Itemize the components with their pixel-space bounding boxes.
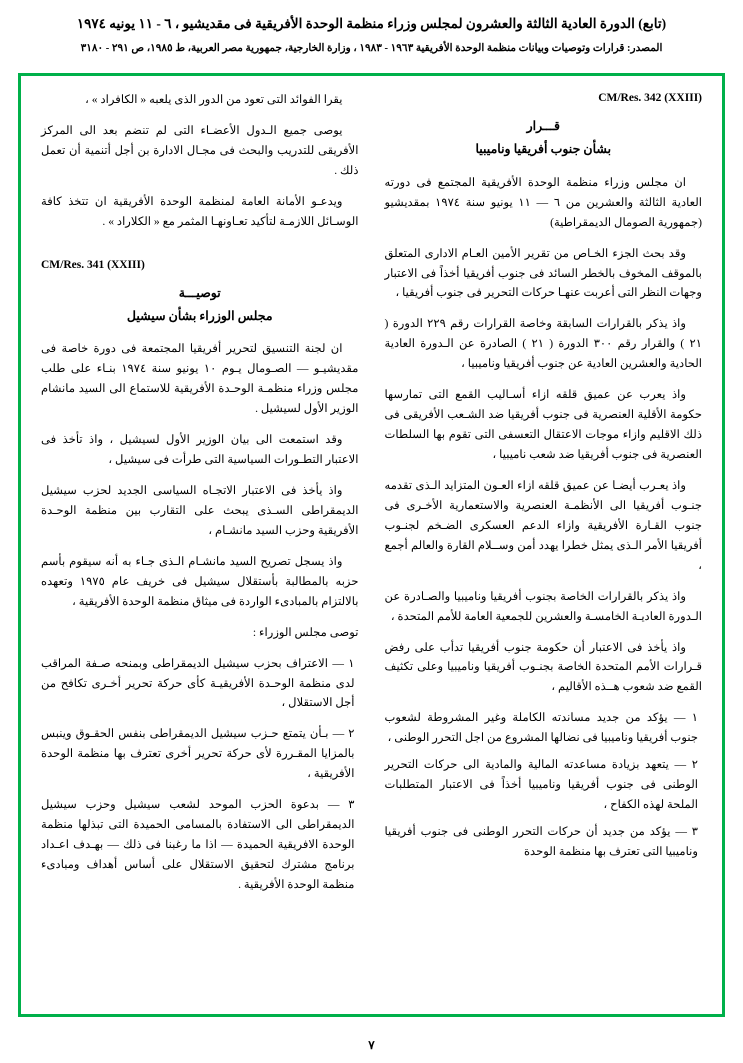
page-number: ٧ xyxy=(368,1038,375,1052)
column-right xyxy=(385,90,703,1004)
document-kind-qarar: قـــرار xyxy=(526,119,560,133)
numbered-item-3: ٣ — بدعوة الحزب الموحد لشعب سيشيل وحزب سيشيل الديمقراطى الى الاستفادة بالمسامى الحميدة التى تبذلها منظمة الوحدة الافريقية الحميدة — اذا ما رغبنا فى ذلك — بهـدف اعـداد برنامج مشترك لتحقيق الاستقلال على أساس أهداف ومبادىء منظمة الوحدة الأفريقية . xyxy=(41,798,355,891)
numbered-item-2: ٢ — بـأن يتمتع حـزب سيشيل الديمقراطى بنفس الحقـوق وينبس بالمزايا المقـررة لأى حركة تحرير أخرى تعترف بها منظمة الوحدة الأفريقية ، xyxy=(41,727,355,781)
source-line: المصدر: قرارات وتوصيات وبيانات منظمة الوحدة الأفريقية ١٩٦٣ - ١٩٨٣ ، وزارة الخارجية، جمهورية مصر العربية، ط ١٩٨٥، ص ٢٩١ - ٣١٨٠ xyxy=(80,43,663,55)
paragraph: واذ يعرب عن عميق قلقه ازاء أسـاليب القمع التى تمارسها حكومة الأقلية العنصرية فى جنوب أفريقيا ضد الشـعب الأفريقى فى ذلك الاقليم وازاء موجات الاعتقال التعسفى التى تقوم بها السلطات العنصرية فى جنوب أفريقيا ضد شعب ناميبيا ، xyxy=(384,388,702,461)
paragraph: واذ يعـرب أيضـا عن عميق قلقه ازاء العـون المتزايد الـذى تقدمه جنـوب أفريقيا الى الأنظمـة العنصرية والاستعمارية الأخـرى فى جنوب القـارة الأفريقية وازاء الدعم العسكرى الضـخم لجنـوب أفريقيا الأمر الـذى يمثل خطرا يهدد أمن وســلام القارة والعالم أجمع ، xyxy=(384,478,702,572)
document-kind-tawsiya: توصيـــة xyxy=(178,285,221,300)
resolution-id-342: CM/Res. 342 (XXIII) xyxy=(598,92,702,104)
two-column-layout xyxy=(41,90,702,1004)
paragraph: ان لجنة التنسيق لتحرير أفريقيا المجتمعة فى دورة خاصة فى مقديشيـو — الصـومال يـوم ١٠ يونيو سنة ١٩٧٤ بنـاء على طلب مجلس وزراء منظمـة الوحـدة الأفريقية للاستماع الى السيد مانشام الوزير الأول لسيشيل . xyxy=(41,342,359,416)
page-title: (تابع) الدورة العادية الثالثة والعشرون لمجلس وزراء منظمة الوحدة الأفريقية فى مقديشيو ، ٦ - ١١ يونيه ١٩٧٤ xyxy=(76,16,667,31)
paragraph: وقد استمعت الى بيان الوزير الأول لسيشيل ، واذ تأخذ فى الاعتبار التطـورات السياسية التى طرأت فى سيشيل ، xyxy=(41,433,359,467)
document-subject-341: مجلس الوزراء بشأن سيشيل xyxy=(126,308,273,323)
paragraph: واذ يأخذ فى الاعتبار الاتجـاه السياسى الجديد لحزب سيشيل الديمقراطى السـذى يبحث على التقارب بين منظمة الوحـدة الأفريقية وحزب السيد مانشـام ، xyxy=(41,484,359,537)
recommends-lead-in: توصى مجلس الوزراء : xyxy=(252,625,359,639)
numbered-item-1: ١ — الاعتراف بحزب سيشيل الديمقراطى وبمنحه صـفة المراقب لدى منظمة الوحـدة الأفريقيـة كأى حركة تحرير أخـرى تكافح من أجل الاستقلال ، xyxy=(41,656,355,710)
paragraph: ان مجلس وزراء منظمة الوحدة الأفريقية المجتمع فى دورته العادية الثالثة والعشرين من ٦ — ١١ يونيو سنة ١٩٧٤ بمقديشيو (جمهورية الصومال الديمقراطية) xyxy=(384,175,703,229)
paragraph: يوصى جميع الـدول الأعضـاء التى لم تنضم بعد الى المركز الأفريقى للتدريب والبحث فى مجـال الادارة بن أجل أتنمية أن تعمل ذلك . xyxy=(41,123,359,177)
paragraph: وقد بحث الجزء الخـاص من تقرير الأمين العـام الادارى المتعلق بالموقف المخوف بالخطر السائد فى جنوب أفريقيا أخذاً فى الاعتبار وجهات النظر التى أعربت عنهـا حركات التحرير فى جنوب أفريقيا ، xyxy=(384,246,702,300)
paragraph: واذ يذكر بالقرارات الخاصة بجنوب أفريقيا وناميبيا والصـادرة عن الـدورة العاديـة الخامسـة والعشرين للجمعية العامة للأمم المتحدة ، xyxy=(384,589,702,623)
numbered-item-2: ٢ — يتعهد بزيادة مساعدته المالية والمادية الى حركات التحرير الوطنى فى جنوب أفريقيا وناميبيا أخذاً فى الاعتبار المتطلبات الملحة لهذه الكفاح ، xyxy=(384,758,698,812)
document-subject-342: بشأن جنوب أفريقيا وناميبيا xyxy=(475,142,612,156)
spacer xyxy=(41,243,359,257)
resolution-id-341: CM/Res. 341 (XXIII) xyxy=(41,258,145,271)
document-header xyxy=(0,0,743,57)
numbered-item-3: ٣ — يؤكد من جديد أن حركات التحرر الوطنى فى جنوب أفريقيا وناميبيا التى تعترف بها منظمة الوحدة xyxy=(384,825,698,858)
numbered-item-1: ١ — يؤكد من جديد مساندته الكاملة وغير المشروطة لشعوب جنوب أفريقيا وناميبيا فى نضالها المشروع من اجل التحرر الوطنى ، xyxy=(384,711,698,745)
framed-body xyxy=(18,73,725,1063)
green-frame xyxy=(18,73,725,1017)
paragraph: واذ يذكر بالقرارات السابقة وخاصة القرارات رقم ٢٢٩ الدورة ( ٢١ ) والقرار رقم ٣٠٠ الدورة ( ٢١ ) الصادرة عن الـدورة العادية الحادية والعشرين العادية عن جنوب أفريقيا وناميبيا ، xyxy=(384,317,703,371)
frame-content xyxy=(21,76,722,1014)
paragraph: واذ يأخذ فى الاعتبار أن حكومة جنوب أفريقيا تدأب على رفض قـرارات الأمم المتحدة الخاصة بجنـوب أفريقيا وناميبيا وعلى تكثيف القمع ضد شعوب هــذه الأقاليم ، xyxy=(384,640,702,694)
paragraph: واذ يسجل تصريح السيد مانشـام الـذى جـاء به أنه سيقوم بأسم حزبه بالمطالبة بأستقلال سيشيل فى خريف عام ١٩٧٥ وتعهده بالالتزام بالمبادىء الواردة فى ميثاق منظمة الوحدة الأفريقية ، xyxy=(41,554,359,608)
column-left xyxy=(41,90,359,1004)
paragraph: ويدعـو الأمانة العامة لمنظمة الوحدة الأفريقية ان تتخذ كافة الوسـائل اللازمـة لتأكيد تعـاونهـا المثمر مع « الكلاراد » . xyxy=(41,194,359,228)
paragraph: يقرا الفوائد التى تعود من الدور الذى يلعبه « الكافراد » ، xyxy=(85,93,343,106)
